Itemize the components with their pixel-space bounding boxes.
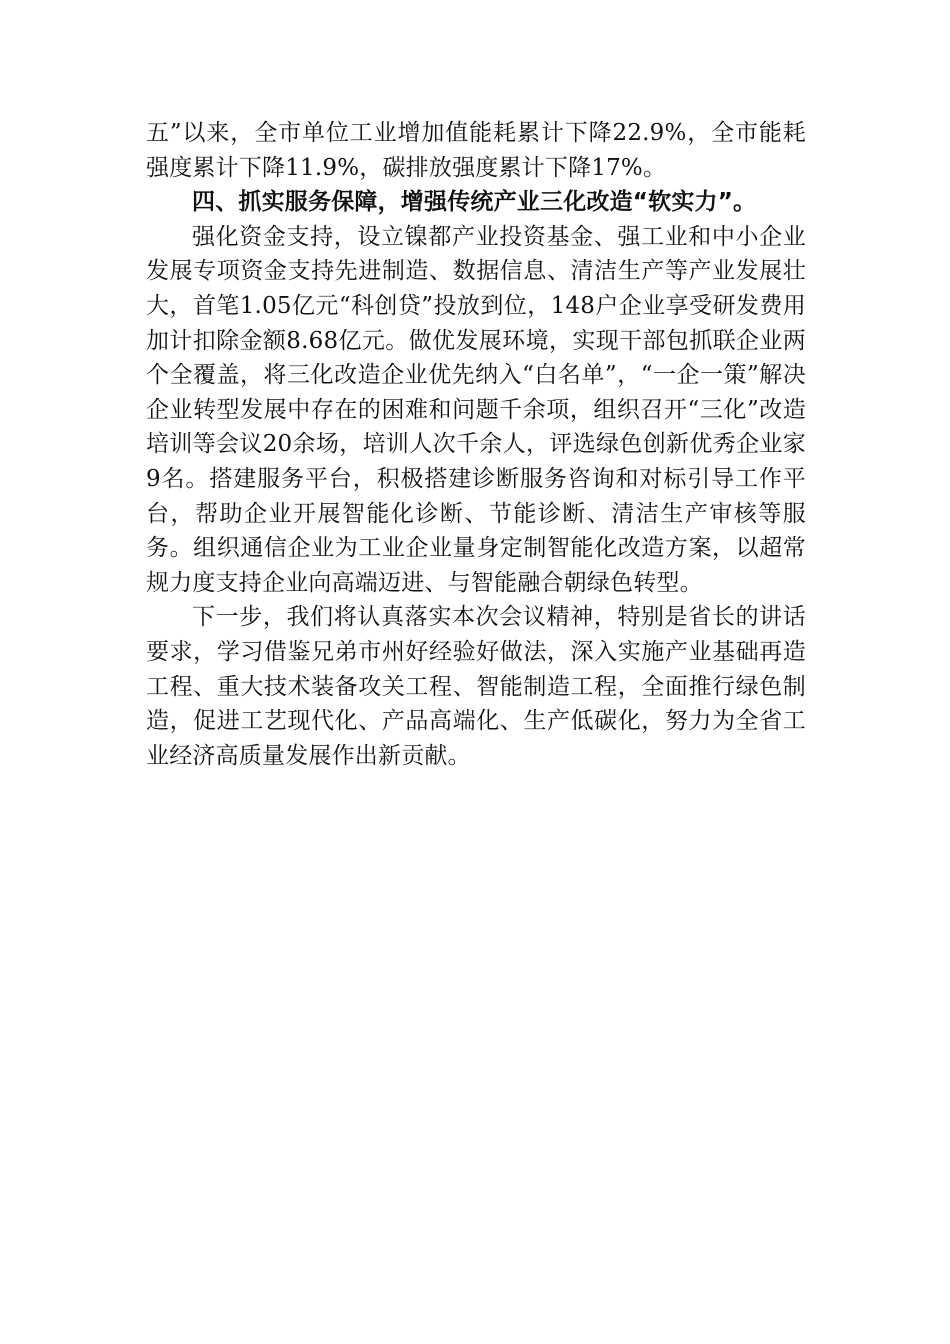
body-paragraph-continued: 五”以来，全市单位工业增加值能耗累计下降22.9%，全市能耗强度累计下降11.9%，碳排放强度累计下降17%。: [146, 120, 806, 181]
body-paragraph: 下一步，我们将认真落实本次会议精神，特别是省长的讲话要求，学习借鉴兄弟市州好经验好做法，深入实施产业基础再造工程、重大技术装备攻关工程、智能制造工程，全面推行绿色制造，促进工艺现代化、产品高端化、生产低碳化，努力为全省工业经济高质量发展作出新贡献。: [146, 604, 806, 769]
section-heading: 四、抓实服务保障，增强传统产业三化改造“软实力”。: [192, 189, 757, 216]
body-paragraph: 强化资金支持，设立镍都产业投资基金、强工业和中小企业发展专项资金支持先进制造、数据信息、清洁生产等产业发展壮大，首笔1.05亿元“科创贷”投放到位，148户企业享受研发费用加计扣除金额8.68亿元。做优发展环境，实现干部包抓联企业两个全覆盖，将三化改造企业优先纳入“白名单”，“一企一策”解决企业转型发展中存在的困难和问题千余项，组织召开“三化”改造培训等会议20余场，培训人次千余人，评选绿色创新优秀企业家9名。搭建服务平台，积极搭建诊断服务咨询和对标引导工作平台，帮助企业开展智能化诊断、节能诊断、清洁生产审核等服务。组织通信企业为工业企业量身定制智能化改造方案，以超常规力度支持企业向高端迈进、与智能融合朝绿色转型。: [146, 223, 806, 596]
document-body: [146, 116, 806, 773]
